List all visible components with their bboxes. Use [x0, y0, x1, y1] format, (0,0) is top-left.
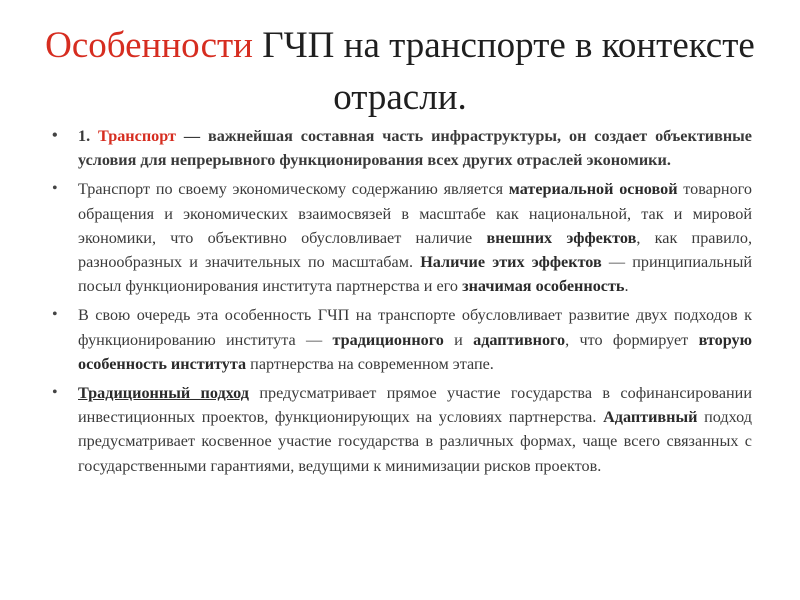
p3-text-4: партнерства на современном этапе.	[246, 354, 494, 373]
bullet-dot-icon: •	[52, 127, 58, 144]
p2-bold-2: внешних эффектов	[486, 228, 637, 247]
p4-bold-1: Традиционный подход	[78, 384, 249, 403]
p4-bold-2: Адаптивный	[603, 408, 698, 427]
bullet-item-3	[52, 303, 752, 376]
p2-text-1: Транспорт по своему экономическому содержанию является	[78, 180, 509, 199]
p3-bold-3: вторую особенность института	[78, 330, 752, 373]
title-accent: Особенности	[45, 25, 253, 66]
bullet-item-1	[52, 124, 752, 172]
p2-bold-1: материальной основой	[508, 180, 678, 199]
p3-text-3: , что формирует	[565, 330, 699, 349]
bullet-list	[52, 124, 752, 483]
p2-text-3: , как правило, разнообразных и значительных по масштабам.	[78, 228, 753, 272]
bullet-dot-icon: •	[52, 306, 58, 324]
p2-text-2: товарного обращения и экономических взаимосвязей в масштабе как национальной, так и мировой экономики, что объективно обусловливает наличие	[78, 180, 753, 247]
bullet-dot-icon: •	[52, 384, 58, 402]
p3-bold-2: адаптивного	[473, 330, 566, 349]
bullet-dot-icon: •	[52, 180, 58, 198]
title-rest: ГЧП на транспорте в контексте отрасли.	[252, 25, 755, 118]
p1-text: — важнейшая составная часть инфраструктуры, он создает объективные условия для непрерывного функционирования всех других отраслей экономики.	[78, 127, 752, 170]
p2-bold-3: Наличие этих эффектов	[420, 253, 602, 272]
p2-bold-4: значимая особенность	[462, 277, 625, 296]
p4-text-2: подход предусматривает косвенное участие государства в различных формах, чаще всего связанных с государственными гарантиями, ведущими к минимизации рисков проектов.	[78, 408, 752, 475]
slide-title	[40, 20, 760, 124]
p1-term: Транспорт	[98, 127, 176, 145]
p3-text-1: В свою очередь эта особенность ГЧП на транспорте обусловливает развитие двух подходов к функционированию института —	[78, 306, 752, 349]
bullet-item-4	[52, 381, 752, 478]
p1-number: 1.	[78, 127, 99, 145]
p2-text-5: .	[624, 277, 629, 296]
p4-text-1: предусматривает прямое участие государства в софинансировании инвестиционных проектов, функционирующих на условиях партнерства.	[78, 384, 752, 427]
p3-bold-1: традиционного	[332, 330, 444, 349]
bullet-item-2	[52, 177, 752, 298]
p2-text-4: — принципиальный посыл функционирования института партнерства и его	[78, 253, 752, 296]
p3-text-2: и	[443, 330, 474, 349]
